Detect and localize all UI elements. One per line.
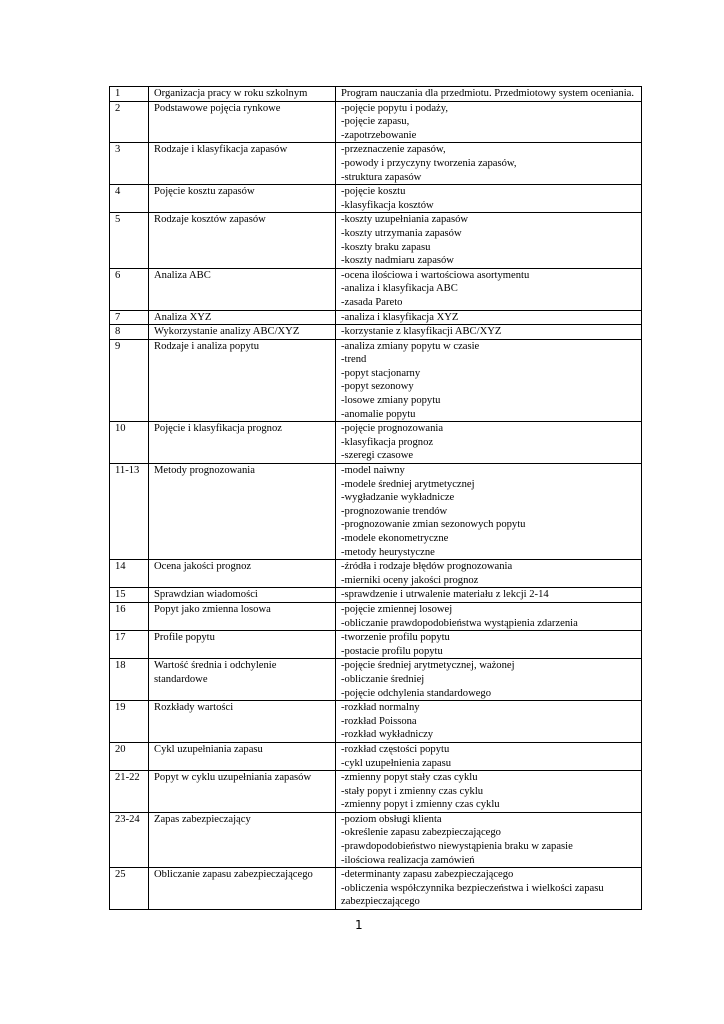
lesson-topic-cell: Profile popytu xyxy=(149,631,336,659)
content-line: -pojęcie prognozowania xyxy=(341,423,444,435)
content-line: -sprawdzenie i utrwalenie materiału z lekcji 2-14 xyxy=(341,589,549,601)
lesson-content-cell xyxy=(336,325,642,340)
content-line: -struktura zapasów xyxy=(341,171,422,183)
content-line: -rozkład normalny xyxy=(341,702,420,714)
content-line: -analiza zmiany popytu w czasie xyxy=(341,340,480,352)
content-line: -koszty nadmiaru zapasów xyxy=(341,255,454,267)
lesson-content-cell xyxy=(336,339,642,422)
content-line: -zmienny popyt i zmienny czas cyklu xyxy=(341,799,500,811)
lesson-topic-cell: Cykl uzupełniania zapasu xyxy=(149,742,336,770)
content-line: -ocena ilościowa i wartościowa asortymentu xyxy=(341,269,530,281)
lesson-content-cell xyxy=(336,771,642,813)
lesson-number-cell: 7 xyxy=(110,310,149,325)
table-row xyxy=(110,464,642,560)
lesson-content-cell xyxy=(336,101,642,143)
lesson-content-cell xyxy=(336,812,642,867)
content-line: -pojęcie średniej arytmetycznej, ważonej xyxy=(341,660,515,672)
table-row xyxy=(110,185,642,213)
content-line: -pojęcie zmiennej losowej xyxy=(341,603,453,615)
content-line: -obliczanie prawdopodobieństwa wystąpienia zdarzenia xyxy=(341,617,578,629)
content-line: -modele średniej arytmetycznej xyxy=(341,478,475,490)
table-row xyxy=(110,602,642,630)
content-line: -zmienny popyt stały czas cyklu xyxy=(341,772,478,784)
content-line: -prawdopodobieństwo niewystąpienia braku w zapasie xyxy=(341,841,573,853)
lesson-content-cell xyxy=(336,213,642,268)
content-line: -rozkład Poissona xyxy=(341,715,417,727)
content-line: -przeznaczenie zapasów, xyxy=(341,144,446,156)
content-line: -cykl uzupełnienia zapasu xyxy=(341,757,452,769)
content-line: -pojęcie odchylenia standardowego xyxy=(341,687,492,699)
table-row xyxy=(110,701,642,743)
content-line: Program nauczania dla przedmiotu. Przedmiotowy system oceniania. xyxy=(341,88,635,99)
lesson-number-cell: 5 xyxy=(110,213,149,268)
content-line: -szeregi czasowe xyxy=(341,450,414,462)
table-row xyxy=(110,771,642,813)
lesson-topic-cell: Organizacja pracy w roku szkolnym xyxy=(149,87,336,102)
lesson-topic-cell: Podstawowe pojęcia rynkowe xyxy=(149,101,336,143)
content-line: -prognozowanie zmian sezonowych popytu xyxy=(341,519,526,531)
content-line: -źródła i rodzaje błędów prognozowania xyxy=(341,561,513,573)
content-line: -wygładzanie wykładnicze xyxy=(341,492,455,504)
lesson-number-cell: 17 xyxy=(110,631,149,659)
lesson-number-cell: 10 xyxy=(110,422,149,464)
content-line: -tworzenie profilu popytu xyxy=(341,632,450,644)
table-row xyxy=(110,631,642,659)
table-row xyxy=(110,588,642,603)
lesson-number-cell: 3 xyxy=(110,143,149,185)
content-line: -model naiwny xyxy=(341,465,405,477)
curriculum-table-body xyxy=(110,87,642,910)
lesson-topic-cell: Popyt w cyklu uzupełniania zapasów xyxy=(149,771,336,813)
lesson-topic-cell: Analiza XYZ xyxy=(149,310,336,325)
content-line: -trend xyxy=(341,354,367,366)
lesson-topic-cell: Metody prognozowania xyxy=(149,464,336,560)
table-row xyxy=(110,868,642,910)
lesson-number-cell: 9 xyxy=(110,339,149,422)
lesson-topic-cell: Sprawdzian wiadomości xyxy=(149,588,336,603)
table-row xyxy=(110,268,642,310)
lesson-content-cell xyxy=(336,185,642,213)
lesson-topic-cell: Rozkłady wartości xyxy=(149,701,336,743)
table-row xyxy=(110,325,642,340)
content-line: -pojęcie kosztu xyxy=(341,186,406,198)
content-line: -postacie profilu popytu xyxy=(341,645,443,657)
lesson-number-cell: 11-13 xyxy=(110,464,149,560)
lesson-number-cell: 2 xyxy=(110,101,149,143)
content-line: -poziom obsługi klienta xyxy=(341,813,442,825)
content-line: -zasada Pareto xyxy=(341,296,403,308)
table-row xyxy=(110,339,642,422)
table-row xyxy=(110,659,642,701)
content-line: -analiza i klasyfikacja ABC xyxy=(341,283,458,295)
lesson-topic-cell: Rodzaje i klasyfikacja zapasów xyxy=(149,143,336,185)
lesson-number-cell: 4 xyxy=(110,185,149,213)
lesson-content-cell xyxy=(336,659,642,701)
table-row xyxy=(110,560,642,588)
content-line: -stały popyt i zmienny czas cyklu xyxy=(341,785,484,797)
lesson-number-cell: 14 xyxy=(110,560,149,588)
lesson-topic-cell: Rodzaje kosztów zapasów xyxy=(149,213,336,268)
lesson-number-cell: 18 xyxy=(110,659,149,701)
content-line: -klasyfikacja kosztów xyxy=(341,199,434,211)
lesson-content-cell xyxy=(336,631,642,659)
lesson-number-cell: 20 xyxy=(110,742,149,770)
lesson-topic-cell: Wartość średnia i odchylenie standardowe xyxy=(149,659,336,701)
lesson-number-cell: 19 xyxy=(110,701,149,743)
content-line: -korzystanie z klasyfikacji ABC/XYZ xyxy=(341,326,502,338)
lesson-number-cell: 8 xyxy=(110,325,149,340)
lesson-number-cell: 25 xyxy=(110,868,149,910)
lesson-content-cell xyxy=(336,268,642,310)
lesson-content-cell xyxy=(336,464,642,560)
content-line: -koszty uzupełniania zapasów xyxy=(341,214,469,226)
lesson-content-cell xyxy=(336,701,642,743)
content-line: -pojęcie popytu i podaży, xyxy=(341,102,448,114)
table-row xyxy=(110,143,642,185)
lesson-topic-cell: Obliczanie zapasu zabezpieczającego xyxy=(149,868,336,910)
content-line: -obliczanie średniej xyxy=(341,673,425,685)
content-line: -klasyfikacja prognoz xyxy=(341,436,434,448)
lesson-content-cell xyxy=(336,310,642,325)
content-line: -ilościowa realizacja zamówień xyxy=(341,854,475,866)
curriculum-table xyxy=(109,86,642,910)
table-row xyxy=(110,87,642,102)
content-line: -obliczenia współczynnika bezpieczeństwa i wielkości zapasu zabezpieczającego xyxy=(341,882,604,908)
content-line: -popyt sezonowy xyxy=(341,381,414,393)
table-row xyxy=(110,101,642,143)
content-line: -modele ekonometryczne xyxy=(341,533,449,544)
lesson-number-cell: 23-24 xyxy=(110,812,149,867)
page-number: 1 xyxy=(355,918,363,932)
lesson-topic-cell: Ocena jakości prognoz xyxy=(149,560,336,588)
lesson-content-cell xyxy=(336,742,642,770)
lesson-topic-cell: Wykorzystanie analizy ABC/XYZ xyxy=(149,325,336,340)
content-line: -koszty utrzymania zapasów xyxy=(341,227,462,239)
content-line: -popyt stacjonarny xyxy=(341,367,421,379)
content-line: -koszty braku zapasu xyxy=(341,241,431,253)
content-line: -metody heurystyczne xyxy=(341,546,435,558)
lesson-content-cell xyxy=(336,602,642,630)
content-line: -określenie zapasu zabezpieczającego xyxy=(341,827,501,839)
lesson-topic-cell: Popyt jako zmienna losowa xyxy=(149,602,336,630)
content-line: -rozkład częstości popytu xyxy=(341,743,450,755)
lesson-number-cell: 21-22 xyxy=(110,771,149,813)
lesson-topic-cell: Pojęcie kosztu zapasów xyxy=(149,185,336,213)
table-row xyxy=(110,422,642,464)
lesson-topic-cell: Pojęcie i klasyfikacja prognoz xyxy=(149,422,336,464)
lesson-number-cell: 1 xyxy=(110,87,149,102)
lesson-content-cell xyxy=(336,87,642,102)
content-line: -zapotrzebowanie xyxy=(341,129,417,141)
content-line: -anomalie popytu xyxy=(341,408,416,420)
table-row xyxy=(110,310,642,325)
content-line: -prognozowanie trendów xyxy=(341,505,448,517)
table-row xyxy=(110,213,642,268)
content-line: -rozkład wykładniczy xyxy=(341,729,434,741)
content-line: -losowe zmiany popytu xyxy=(341,395,441,407)
content-line: -pojęcie zapasu, xyxy=(341,116,410,128)
table-row xyxy=(110,812,642,867)
content-line: -mierniki oceny jakości prognoz xyxy=(341,574,479,586)
lesson-number-cell: 6 xyxy=(110,268,149,310)
lesson-content-cell xyxy=(336,422,642,464)
content-line: -powody i przyczyny tworzenia zapasów, xyxy=(341,157,517,169)
content-line: -analiza i klasyfikacja XYZ xyxy=(341,311,459,323)
table-row xyxy=(110,742,642,770)
lesson-number-cell: 16 xyxy=(110,602,149,630)
content-line: -determinanty zapasu zabezpieczającego xyxy=(341,869,514,881)
lesson-content-cell xyxy=(336,588,642,603)
lesson-topic-cell: Rodzaje i analiza popytu xyxy=(149,339,336,422)
lesson-number-cell: 15 xyxy=(110,588,149,603)
lesson-content-cell xyxy=(336,560,642,588)
lesson-topic-cell: Analiza ABC xyxy=(149,268,336,310)
lesson-content-cell xyxy=(336,143,642,185)
lesson-content-cell xyxy=(336,868,642,910)
lesson-topic-cell: Zapas zabezpieczający xyxy=(149,812,336,867)
